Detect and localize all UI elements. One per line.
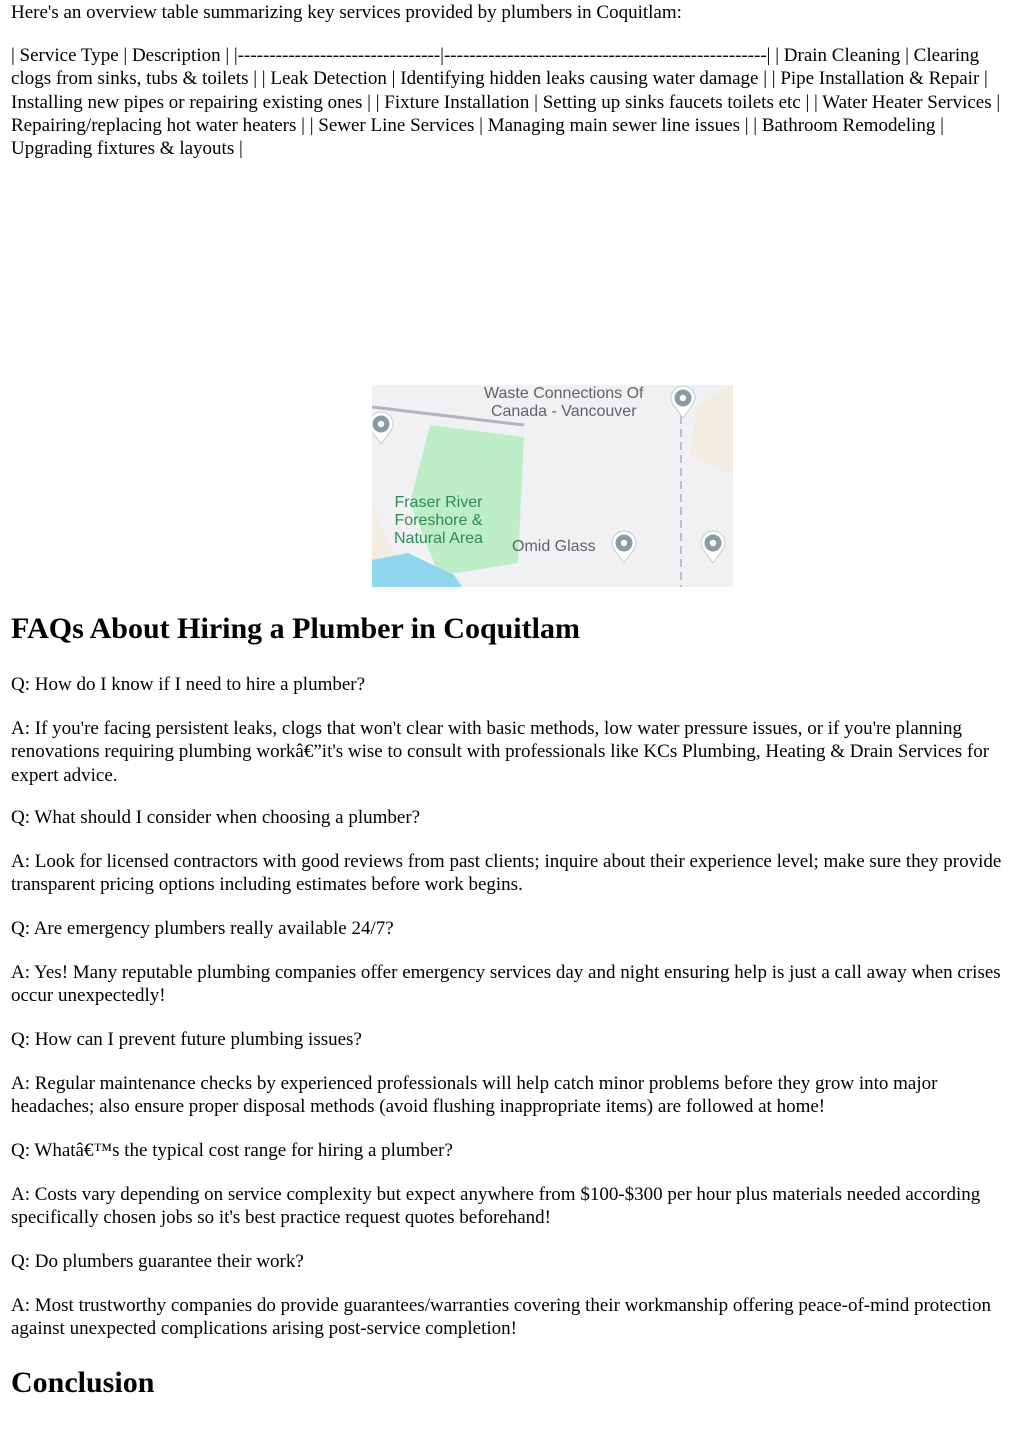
map-pin-icon: [611, 530, 637, 564]
map-label-waste-connections: Waste Connections Of Canada - Vancouver: [484, 385, 644, 420]
faq-question: Q: What should I consider when choosing a plumber?: [11, 807, 421, 828]
services-table-text: | Service Type | Description | |--------------------------------|---------------------------------------------------| | Drain Cleaning | Clearing clogs from sinks, tubs & toilets | | Leak Detection | Identifying hidden leaks causing water damage | | Pipe Installation & Repair | Installing new pipes or repairing existing ones | | Fixture Installation | Setting up sinks faucets toilets etc | | Water Heater Services | Repairing/replacing hot water heaters | | Sewer Line Services | Managing main sewer line issues | | Bathroom Remodeling | Upgrading fixtures & layouts |: [11, 45, 1001, 160]
faq-answer: A: Costs vary depending on service complexity but expect anywhere from $100-$300 per hour plus materials needed according specifically chosen jobs so it's best practice request quotes beforehand!: [11, 1184, 981, 1229]
faq-question: Q: How do I know if I need to hire a plumber?: [11, 674, 366, 695]
faq-question: Q: Whatâ€™s the typical cost range for hiring a plumber?: [11, 1140, 453, 1161]
faq-answer: A: Yes! Many reputable plumbing companies offer emergency services day and night ensuring help is just a call away when crises occur unexpectedly!: [11, 962, 1001, 1007]
faq-answer: A: Regular maintenance checks by experienced professionals will help catch minor problems before they grow into major headaches; also ensure proper disposal methods (avoid flushing inappropriate items) are followed at home!: [11, 1073, 938, 1118]
faq-question: Q: Do plumbers guarantee their work?: [11, 1251, 304, 1272]
faq-question: Q: How can I prevent future plumbing issues?: [11, 1029, 362, 1050]
map-image: [372, 385, 733, 587]
faq-answer: A: Look for licensed contractors with good reviews from past clients; inquire about their experience level; make sure they provide transparent pricing options including estimates before work begins.: [11, 851, 1002, 896]
map-pin-icon: [700, 530, 726, 564]
faq-question: Q: Are emergency plumbers really available 24/7?: [11, 918, 394, 939]
intro-paragraph: Here's an overview table summarizing key services provided by plumbers in Coquitlam:: [11, 2, 682, 23]
conclusion-heading: Conclusion: [11, 1366, 155, 1399]
map-label-omid-glass: Omid Glass: [512, 538, 596, 555]
faq-heading: FAQs About Hiring a Plumber in Coquitlam: [11, 612, 580, 645]
map-label-fraser-river: Fraser River Foreshore & Natural Area: [394, 494, 483, 547]
map-pin-icon: [670, 385, 696, 419]
faq-answer: A: Most trustworthy companies do provide guarantees/warranties covering their workmanship offering peace-of-mind protection against unexpected complications arising post-service completion!: [11, 1295, 991, 1340]
map-pin-icon: [372, 411, 394, 445]
faq-answer: A: If you're facing persistent leaks, clogs that won't clear with basic methods, low water pressure issues, or if you're planning renovations requiring plumbing workâ€”it's wise to consult with professionals like KCs Plumbing, Heating & Drain Services for expert advice.: [11, 718, 990, 786]
